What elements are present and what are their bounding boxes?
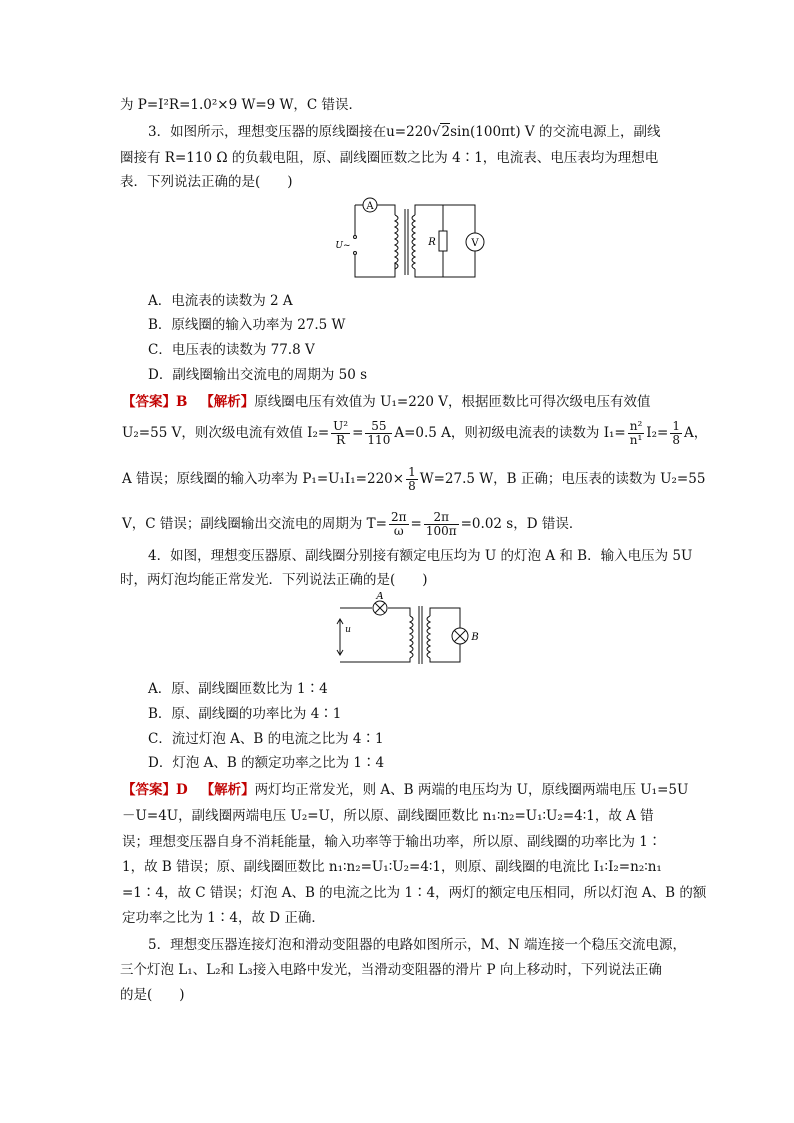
q4-option-c: C．流过灯泡 A、B 的电流之比为 4∶1 [148, 731, 384, 747]
fraction: $\frac{2\pi}{\omega}$ [390, 510, 407, 538]
answer-tag: 【答案】D [122, 782, 188, 798]
fraction: $\frac{\text{U²}}{R}$ [333, 419, 349, 447]
q4-option-b: B．原、副线圈的功率比为 4∶1 [148, 706, 342, 722]
prev-answer-tail: 为 P=I²R=1.0²×9 W=9 W，C 错误． [120, 97, 363, 113]
q4-answer-line2: －U=4U，副线圈两端电压 U₂=U，所以原、副线圈匝数比 n₁∶n₂=U₁∶U₂=4∶1，故 A 错 [122, 808, 654, 824]
q3-stem-line3: 表．下列说法正确的是( ) [120, 174, 293, 190]
explanation-tag: 【解析】 [200, 394, 255, 410]
q3-answer-line3: A 错误；原线圈的输入功率为 P₁=U₁I₁=220× $\frac{1}{8}$ W=27.5 W，B 正确；电压表的读数为 U₂=55 [122, 465, 706, 493]
q4-option-a: A．原、副线圈匝数比为 1∶4 [148, 681, 328, 697]
lamp-a-label: A [376, 592, 384, 602]
q3-answer-line2: U₂=55 V，则次级电流有效值 I₂= $\frac{\text{U²}}{R}$ = $\frac{55}{110}$ A=0.5 A，则初级电流表的读数为 I₁= $\frac{\text{n²}}{\text{n¹}}$ I₂= $\frac{1}{8}$ A， [122, 419, 708, 447]
fraction: $\frac{\text{n²}}{\text{n¹}}$ [629, 419, 643, 447]
q4-option-d: D．灯泡 A、B 的额定功率之比为 1∶4 [148, 755, 385, 771]
q4-answer-line4: 1，故 B 错误；原、副线圈匝数比 n₁∶n₂=U₁∶U₂=4∶1，则原、副线圈的电流比 I₁∶I₂=n₂∶n₁ [122, 859, 662, 875]
lamp-b-label: B [471, 632, 479, 643]
q3-answer-line4: V，C 错误；副线圈输出交流电的周期为 T= $\frac{2\pi}{\omega}$ = $\frac{2\pi}{100\pi}$ =0.02 s，D 错误． [122, 510, 583, 538]
q3-option-a: A．电流表的读数为 2 A [148, 293, 293, 309]
q4-answer-line3: 误；理想变压器自身不消耗能量，输入功率等于输出功率，所以原、副线圈的功率比为 1∶ [122, 834, 662, 850]
explanation-tag: 【解析】 [200, 782, 255, 798]
q4-stem-line1: 4．如图，理想变压器原、副线圈分别接有额定电压均为 U 的灯泡 A 和 B．输入电压为 5U [148, 548, 693, 564]
q3-option-b: B．原线圈的输入功率为 27.5 W [148, 317, 346, 333]
fraction: $\frac{1}{8}$ [672, 419, 680, 447]
q3-stem-line1: 3．如图所示，理想变压器的原线圈接在u=220√2sin(100πt) V 的交流电源上，副线 [148, 124, 661, 140]
q4-answer-line1: 【答案】D 【解析】两灯均正常发光，则 A、B 两端的电压均为 U，原线圈两端电压 U₁=5U [122, 782, 689, 798]
q4-answer-line6: 定功率之比为 1∶4，故 D 正确． [122, 910, 325, 926]
q3-answer-line1: 【答案】B 【解析】原线圈电压有效值为 U₁=220 V，根据匝数比可得次级电压有效值 [122, 394, 651, 410]
q4-stem-line2: 时，两灯泡均能正常发光．下列说法正确的是( ) [120, 572, 428, 588]
input-voltage-label: u [345, 625, 351, 635]
q5-stem-line3: 的是( ) [120, 987, 185, 1003]
resistor-label: R [428, 237, 436, 248]
source-label: U~ [335, 241, 351, 251]
q5-stem-line1: 5．理想变压器连接灯泡和滑动变阻器的电路如图所示，M、N 端连接一个稳压交流电源， [148, 937, 687, 953]
q5-stem-line2: 三个灯泡 L₁、L₂和 L₃接入电路中发光，当滑动变阻器的滑片 P 向上移动时，下列说法正确 [120, 962, 662, 978]
fraction: $\frac{2\pi}{100\pi}$ [425, 510, 457, 538]
q4-answer-line5: =1∶4，故 C 错误；灯泡 A、B 的电流之比为 1∶4，两灯的额定电压相同，所以灯泡 A、B 的额 [122, 885, 707, 901]
q4-circuit-figure [330, 592, 490, 672]
answer-tag: 【答案】B [122, 394, 188, 410]
q3-stem-line2: 圈接有 R=110 Ω 的负载电阻，原、副线圈匝数之比为 4∶1，电流表、电压表均为理想电 [120, 150, 659, 166]
voltmeter-label: V [471, 238, 479, 249]
q3-option-d: D．副线圈输出交流电的周期为 50 s [148, 367, 368, 383]
q3-circuit-figure [335, 195, 485, 287]
q3-option-c: C．电压表的读数为 77.8 V [148, 342, 315, 358]
ammeter-label: A [366, 201, 374, 212]
fraction: $\frac{1}{8}$ [408, 465, 416, 493]
fraction: $\frac{55}{110}$ [367, 419, 391, 447]
